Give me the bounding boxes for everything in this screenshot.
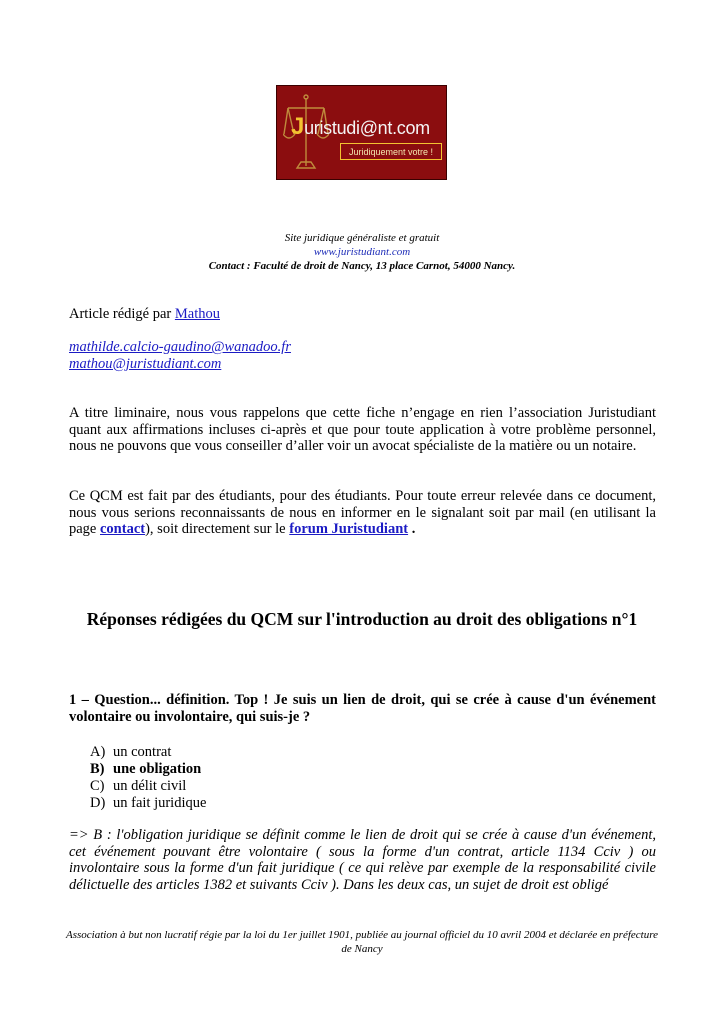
author-emails xyxy=(69,339,656,372)
option-b: B) une obligation xyxy=(90,761,202,777)
question-text: 1 – Question... définition. Top ! Je suis un lien de droit, qui se crée à cause d'un événement volontaire ou involontaire, qui suis-je ? xyxy=(69,692,656,725)
forum-link[interactable]: forum Juristudiant xyxy=(289,521,409,537)
brand-name: Juristudi@nt.com xyxy=(291,113,430,140)
disclaimer-paragraph: A titre liminaire, nous vous rappelons que cette fiche n’engage en rien l’association Juristudiant quant aux affirmations incluses ci-après et que pour toute application à votre problème personnel, nous ne pouvons que vous conseiller d’aller voir un avocat spécialiste de la matière ou un notaire. xyxy=(69,405,656,454)
email-link-2[interactable]: mathou@juristudiant.com xyxy=(69,355,222,372)
author-link[interactable]: Mathou xyxy=(174,306,220,322)
answer-options xyxy=(90,744,390,812)
site-logo xyxy=(276,85,447,180)
brand-tagline: Juridiquement votre ! xyxy=(340,143,442,160)
site-contact: Contact : Faculté de droit de Nancy, 13 place Carnot, 54000 Nancy. xyxy=(208,260,516,272)
author-line xyxy=(69,306,656,323)
qcm-note-paragraph: Ce QCM est fait par des étudiants, pour des étudiants. Pour toute erreur relevée dans ce document, nous vous serions reconnaissants de nous en informer en le signalant soit par mail (en utilisant la page contact), soit directement sur le forum Juristudiant . xyxy=(69,488,656,537)
option-c: C) un délit civil xyxy=(90,778,187,794)
author-prefix: Article rédigé par xyxy=(69,306,175,322)
answer-explanation: => B : l'obligation juridique se définit comme le lien de droit qui se crée à cause d'un événement, cet événement pouvant être volontaire ( sous la forme d'un contrat, article 1134 Cciv ) ou involontaire sous la forme d'un fait juridique ( ce qui relève par exemple de la responsabilité civile délictuelle des articles 1382 et suivants Cciv ). Dans les deux cas, un sujet de droit est obligé xyxy=(69,827,656,893)
option-d: D) un fait juridique xyxy=(90,795,207,811)
option-a: A) un contrat xyxy=(90,744,172,760)
email-link-1[interactable]: mathilde.calcio-gaudino@wanadoo.fr xyxy=(69,339,291,355)
document-title: Réponses rédigées du QCM sur l'introduction au droit des obligations n°1 xyxy=(86,609,638,629)
contact-link[interactable]: contact xyxy=(100,521,146,537)
site-description: Site juridique généraliste et gratuit xyxy=(284,232,440,244)
site-url-link[interactable]: www.juristudiant.com xyxy=(313,246,411,258)
page-footer: Association à but non lucratif régie par la loi du 1er juillet 1901, publiée au journal officiel du 10 avril 2004 et déclarée en préfecture de Nancy xyxy=(66,929,658,955)
